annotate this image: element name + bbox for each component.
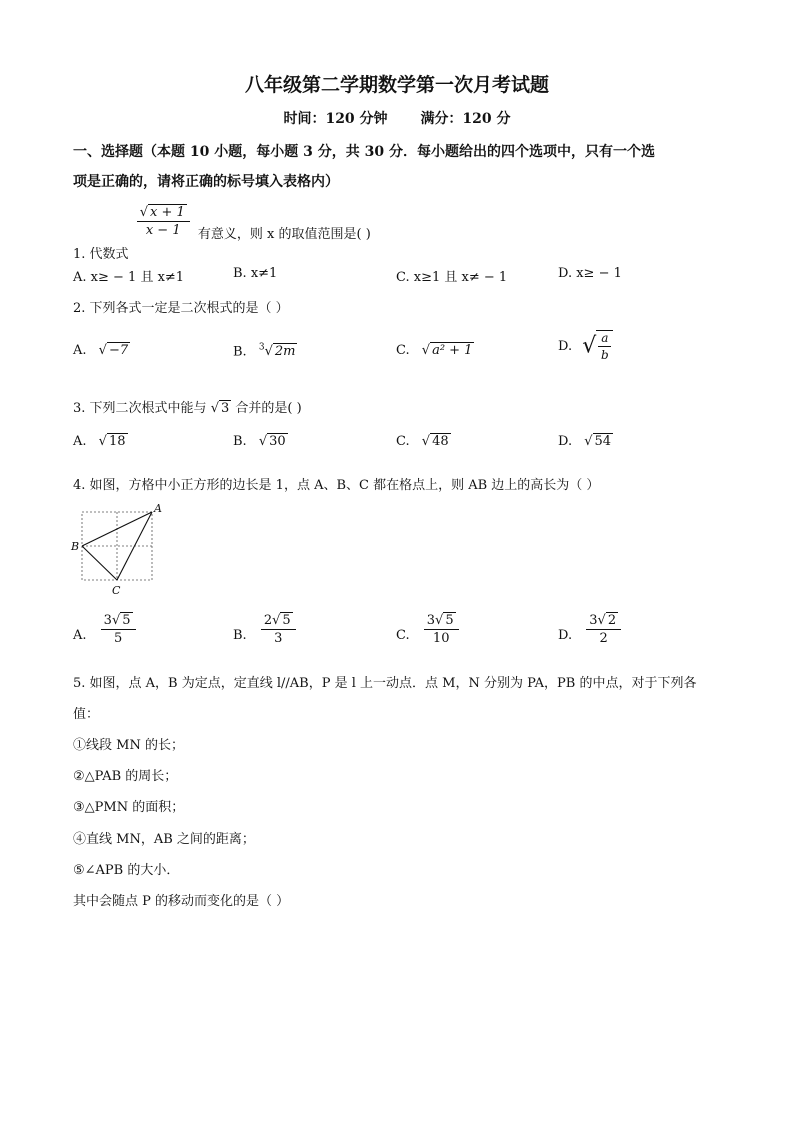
question-5-line2: 值： bbox=[73, 707, 100, 722]
q3-radicand: 3 bbox=[220, 401, 230, 416]
segment-bc bbox=[82, 546, 117, 580]
q2-b-radicand: 2m bbox=[274, 344, 296, 360]
q1-suffix: 有意义，则 x 的取值范围是( ) bbox=[197, 227, 371, 242]
q2-option-a: A. √ −7 bbox=[73, 343, 129, 358]
q4-option-b: B. $\frac{2√ 5}{3}$ bbox=[233, 613, 296, 646]
q2-d-denominator: b bbox=[601, 348, 609, 362]
section-heading-line1: 一、选择题（本题 10 小题，每小题 3 分，共 30 分．每小题给出的四个选项中，只有一个选 bbox=[73, 144, 655, 160]
q3-option-d: D. √ 54 bbox=[558, 434, 612, 449]
q1-option-c: C. x≥1 且 x≠ − 1 bbox=[396, 270, 508, 285]
q5-item-5: ⑤∠APB 的大小． bbox=[73, 863, 180, 878]
q5-item-4: ④直线 MN，AB 之间的距离； bbox=[73, 832, 255, 847]
q2-d-fraction bbox=[596, 330, 613, 362]
q1-fraction: $\frac{√ x + 1}{x - 1}$ bbox=[137, 205, 190, 238]
q2-c-radicand: a² + 1 bbox=[432, 343, 473, 358]
exam-info bbox=[0, 108, 794, 128]
q4-grid-figure bbox=[68, 500, 178, 598]
q2-option-b: B. $^3$√ 2m bbox=[233, 343, 296, 360]
q4-option-d: D. $\frac{3√ 2}{2}$ bbox=[558, 613, 621, 646]
q2-a-radicand: −7 bbox=[108, 343, 129, 358]
q3-option-c: C. √ 48 bbox=[396, 434, 449, 449]
point-b-label: B bbox=[71, 540, 80, 553]
q4-option-c: C. $\frac{3√ 5}{10}$ bbox=[396, 613, 459, 646]
q1-option-b: B. x≠1 bbox=[233, 266, 278, 281]
q5-item-2: ②△PAB 的周长； bbox=[73, 769, 178, 784]
question-3: 3. 下列二次根式中能与 √ 3 合并的是( ) bbox=[73, 401, 302, 416]
grid-lines bbox=[82, 512, 152, 580]
q3-suffix: 合并的是( ) bbox=[235, 401, 302, 416]
point-c-label: C bbox=[112, 584, 121, 597]
q2-d-numerator: a bbox=[598, 331, 611, 347]
q1-option-d: D. x≥ − 1 bbox=[558, 266, 622, 281]
q1-prefix: 1. 代数式 bbox=[73, 247, 129, 262]
question-4: 4. 如图，方格中小正方形的边长是 1，点 A、B、C 都在格点上，则 AB 边上的高长为（ ） bbox=[73, 478, 600, 493]
question-1 bbox=[73, 205, 371, 262]
q1-frac-denominator: x − 1 bbox=[145, 223, 181, 238]
page-title: 八年级第二学期数学第一次月考试题 bbox=[244, 74, 549, 96]
q3-option-b: B. √ 30 bbox=[233, 434, 286, 449]
point-a-label: A bbox=[154, 502, 162, 515]
q5-item-1: ①线段 MN 的长； bbox=[73, 738, 184, 753]
question-2: 2. 下列各式一定是二次根式的是（ ） bbox=[73, 301, 289, 316]
q2-option-d: D. √ $\frac{a}{b}$ bbox=[558, 330, 613, 362]
q4-option-a: A. $\frac{3√ 5}{5}$ bbox=[73, 613, 136, 646]
q5-question: 其中会随点 P 的移动而变化的是（ ） bbox=[73, 894, 290, 909]
q2-option-c: C. √ a² + 1 bbox=[396, 343, 473, 358]
section-heading-line2: 项是正确的，请将正确的标号填入表格内） bbox=[73, 174, 339, 190]
time-label: 时间：120 分钟 bbox=[283, 111, 388, 127]
q2-b-index: 3 bbox=[258, 343, 265, 353]
q3-option-a: A. √ 18 bbox=[73, 434, 126, 449]
q1-option-a: A. x≥ − 1 且 x≠1 bbox=[73, 270, 185, 285]
question-5-line1: 5. 如图，点 A，B 为定点，定直线 l//AB，P 是 l 上一动点．点 M，N 分别为 PA，PB 的中点，对于下列各 bbox=[73, 676, 697, 691]
q3-prefix: 3. 下列二次根式中能与 bbox=[73, 401, 207, 416]
score-label: 满分：120 分 bbox=[420, 111, 511, 127]
q1-frac-numerator: x + 1 bbox=[149, 205, 185, 220]
q5-item-3: ③△PMN 的面积； bbox=[73, 800, 185, 815]
